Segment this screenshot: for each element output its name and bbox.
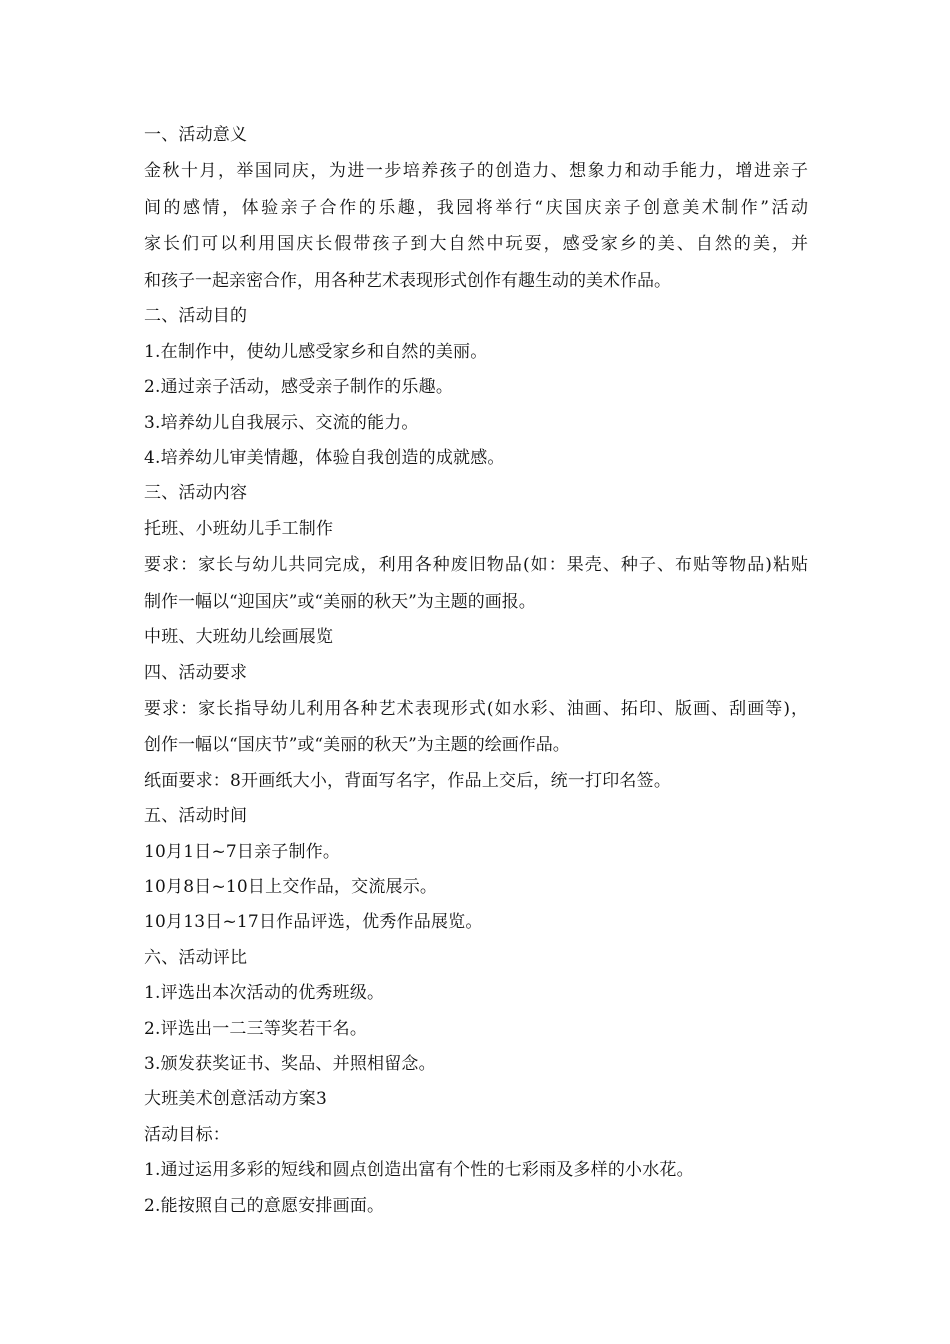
- evaluation-item-1: 1.评选出本次活动的优秀班级。: [144, 983, 385, 1004]
- time-item-2: 10月8日~10日上交作品，交流展示。: [144, 877, 438, 898]
- plan-title: 大班美术创意活动方案3: [144, 1089, 328, 1110]
- paragraph-significance: [144, 153, 808, 299]
- paragraph-line: 家长们可以利用国庆长假带孩子到大自然中玩耍，感受家乡的美、自然的美，并: [144, 234, 808, 255]
- paragraph-line: 间的感情，体验亲子合作的乐趣，我园将举行“庆国庆亲子创意美术制作”活动: [144, 197, 808, 218]
- time-item-3: 10月13日~17日作品评选，优秀作品展览。: [144, 912, 483, 933]
- evaluation-item-2: 2.评选出一二三等奖若干名。: [144, 1018, 368, 1039]
- section-heading-significance: 一、活动意义: [144, 125, 248, 145]
- paper-requirement: 纸面要求：8开画纸大小，背面写名字，作品上交后，统一打印名签。: [144, 770, 672, 791]
- activity-goal-2: 2.能按照自己的意愿安排画面。: [144, 1195, 385, 1216]
- goal-item-3: 3.培养幼儿自我展示、交流的能力。: [144, 412, 419, 433]
- paragraph-line: 要求：家长与幼儿共同完成，利用各种废旧物品(如：果壳、种子、布贴等物品)粘贴: [144, 555, 808, 576]
- paragraph-line: 金秋十月，举国同庆，为进一步培养孩子的创造力、想象力和动手能力，增进亲子: [144, 161, 808, 182]
- paragraph-small-class-requirement: [144, 547, 808, 620]
- section-heading-requirements: 四、活动要求: [144, 662, 248, 683]
- paragraph-line: 要求：家长指导幼儿利用各种艺术表现形式(如水彩、油画、拓印、版画、刮画等)，: [144, 698, 808, 719]
- activity-goals-label: 活动目标：: [144, 1124, 230, 1145]
- section-heading-goals: 二、活动目的: [144, 306, 248, 327]
- paragraph-requirements: [144, 691, 808, 764]
- paragraph-line: 创作一幅以“国庆节”或“美丽的秋天”为主题的绘画作品。: [144, 735, 570, 756]
- content-subheading-big-class: 中班、大班幼儿绘画展览: [144, 627, 334, 648]
- paragraph-line: 和孩子一起亲密合作，用各种艺术表现形式创作有趣生动的美术作品。: [144, 270, 671, 291]
- document-page: [144, 118, 808, 1224]
- content-subheading-small-class: 托班、小班幼儿手工制作: [144, 518, 334, 539]
- goal-item-1: 1.在制作中，使幼儿感受家乡和自然的美丽。: [144, 341, 488, 362]
- section-heading-content: 三、活动内容: [144, 483, 248, 504]
- paragraph-line: 制作一幅以“迎国庆”或“美丽的秋天”为主题的画报。: [144, 591, 536, 612]
- time-item-1: 10月1日~7日亲子制作。: [144, 841, 341, 862]
- section-heading-evaluation: 六、活动评比: [144, 947, 248, 968]
- evaluation-item-3: 3.颁发获奖证书、奖品、并照相留念。: [144, 1054, 436, 1075]
- section-heading-time: 五、活动时间: [144, 806, 248, 827]
- goal-item-2: 2.通过亲子活动，感受亲子制作的乐趣。: [144, 377, 454, 398]
- goal-item-4: 4.培养幼儿审美情趣，体验自我创造的成就感。: [144, 447, 505, 468]
- activity-goal-1: 1.通过运用多彩的短线和圆点创造出富有个性的七彩雨及多样的小水花。: [144, 1160, 694, 1181]
